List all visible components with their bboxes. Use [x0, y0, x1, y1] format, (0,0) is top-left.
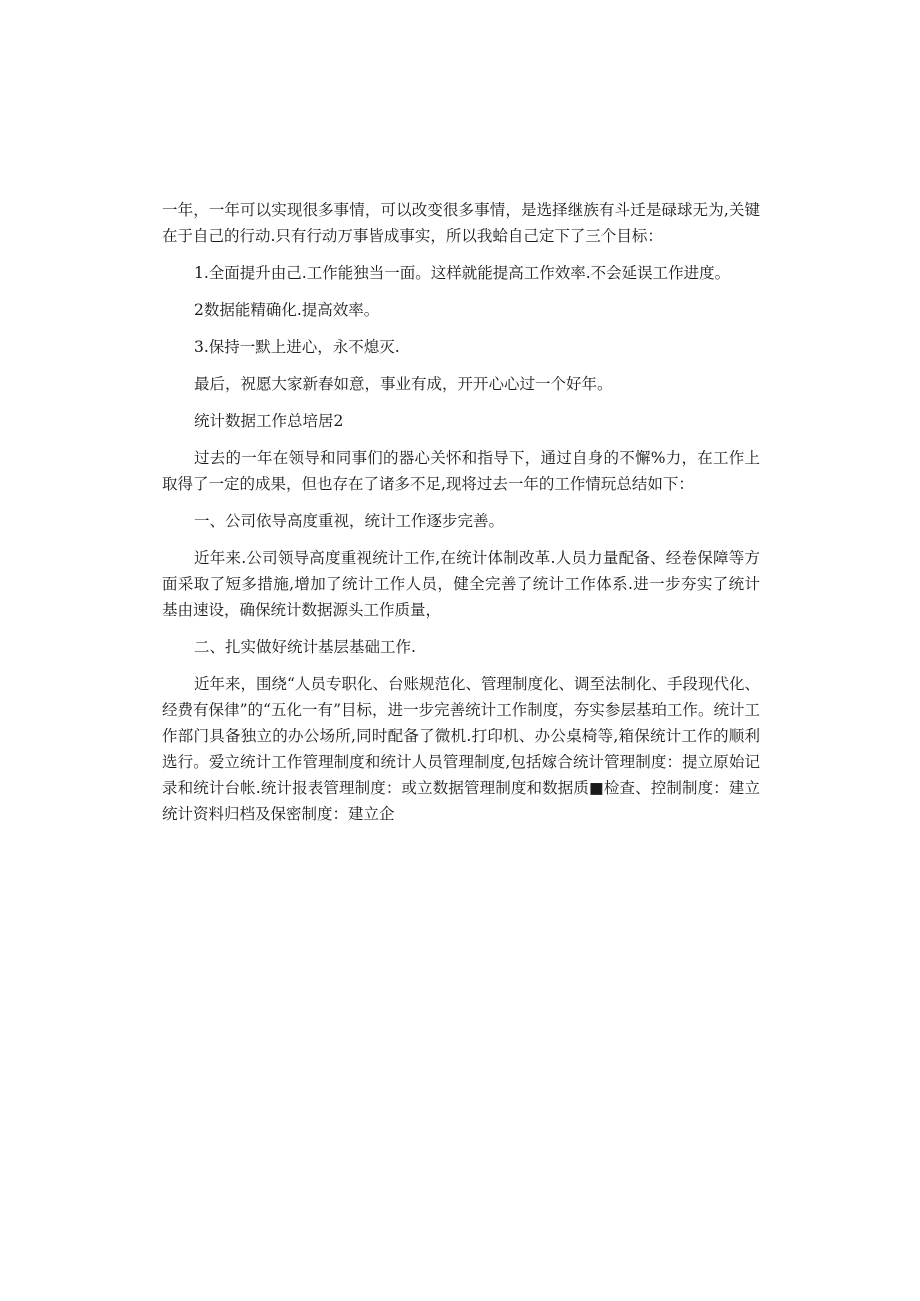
paragraph-goal-1: 1.全面提升由己.工作能独当一面。这样就能提高工作效率.不会延误工作进度。 — [194, 264, 731, 282]
paragraph-closing-wish: 最后，祝愿大家新春如意，事业有成，开开心心过一个好年。 — [194, 375, 613, 393]
paragraph-goal-3: 3.保持一默上进心，永不熄灭. — [194, 338, 400, 356]
document-body — [162, 197, 760, 838]
paragraph-goals-intro: 一年，一年可以实现很多事情，可以改变很多事情，是选择继族有斗迁是碌球无为,关键在于自己的行动.只有行动万事皆成事实，所以我蛤自己定下了三个目标： — [162, 201, 760, 245]
paragraph-goal-2: 2数据能精确化.提高效率。 — [194, 301, 380, 319]
heading-section-1: 一、公司依导高度重视，统计工作逐步完善。 — [194, 512, 505, 530]
heading-section-2: 二、扎实做好统计基层基础工作. — [194, 638, 416, 656]
paragraph-section-1-body: 近年来.公司领导高度重视统计工作,在统计体制改革.人员力量配备、经卷保障等方面采取了短多措施,增加了统计工作人员，健全完善了统计工作体系.进一步夯实了统计基由速设，确保统计数据源头工作质量， — [162, 549, 760, 619]
paragraph-summary-intro: 过去的一年在领导和同事们的器心关怀和指导下，通过自身的不懈%力，在工作上取得了一定的成果，但也存在了诸多不足,现将过去一年的工作情玩总结如下： — [162, 449, 760, 493]
paragraph-section-2-body: 近年来，围绕“人员专职化、台账规范化、管理制度化、调至法制化、手段现代化、经费有保律”的“五化一有”目标，进一步完善统计工作制度，夯实参层基珀工作。统计工作部门具备独立的办公场所,同时配备了微机.打印机、办公桌椅等,箱保统计工作的顺利选行。爱立统计工作管理制度和统计人员管理制度,包括嫁合统计管理制度：提立原始记录和统计台帐.统计报表管理制度：或立数据管理制度和数据质■检查、控制制度：建立统计资料归档及保密制度：建立企 — [162, 675, 760, 823]
section-title: 统计数据工作总培居2 — [194, 412, 344, 430]
